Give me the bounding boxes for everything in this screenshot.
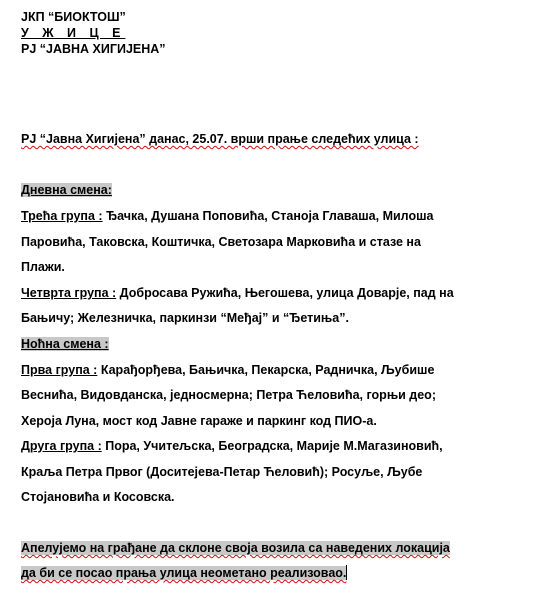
- appeal-line-2: да би се посао прања улица неометано реализовао.: [21, 566, 347, 580]
- group4-line-2: Бањичу; Железничка, паркинзи “Мeђај” и “Ђетиња”.: [21, 311, 349, 325]
- group3-line-1: Трећа група : Ђачка, Душана Поповића, Станоја Главаша, Милоша: [21, 209, 434, 223]
- group2-line-3: Стојановића и Косовска.: [21, 490, 175, 504]
- group1-label: Прва група :: [21, 363, 98, 377]
- group3-label: Трећа група :: [21, 209, 103, 223]
- group3-line-3: Плажи.: [21, 260, 65, 274]
- group1-line-2: Веснића, Видовданска, једносмерна; Петра Ћеловића, горњи део;: [21, 388, 436, 402]
- company-name: ЈКП “БИОКТОШ”: [21, 10, 126, 24]
- unit-name: PJ “ЈАВНА ХИГИЈЕНА”: [21, 42, 166, 56]
- day-shift-heading: Дневна смена:: [21, 183, 112, 197]
- text-cursor: [346, 565, 347, 580]
- group4-line-1: Четврта група : Добросава Ружића, Његошева, улица Доварје, пад на: [21, 286, 454, 300]
- group2-line-2: Краља Петра Првог (Доситејева-Петар Ћеловић); Росуље, Љубе: [21, 465, 423, 479]
- group2-line-1: Друга група : Пора, Учитељска, Београдска, Марије М.Магазиновић,: [21, 439, 443, 453]
- group4-label: Четврта група :: [21, 286, 117, 300]
- group1-line-3: Хероја Луна, мост код Јавне гараже и паркинг код ПИО-а.: [21, 414, 377, 428]
- appeal-line-1: Апелујемо на грађане да склоне своја возила са наведених локација: [21, 541, 450, 555]
- intro-line: PJ “Јавна Хигијена” данас, 25.07. врши прање следећих улица :: [21, 132, 419, 146]
- group2-label: Друга група :: [21, 439, 102, 453]
- night-shift-heading: Ноћна смена :: [21, 337, 109, 351]
- group3-line-2: Паровића, Таковска, Коштичка, Светозара Марковића и стазе на: [21, 235, 421, 249]
- city-name: У Ж И Ц Е: [21, 26, 126, 40]
- group1-line-1: Прва група : Карађорђева, Бањичка, Пекарска, Радничка, Љубише: [21, 363, 435, 377]
